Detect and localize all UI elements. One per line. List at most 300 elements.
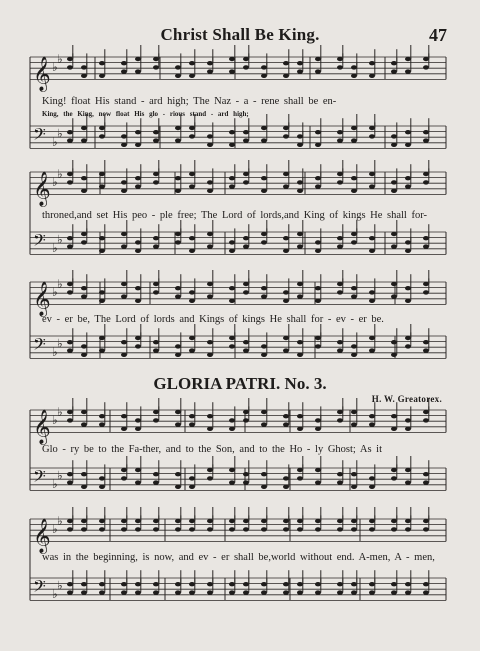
note-head	[207, 143, 213, 147]
note-head	[229, 184, 235, 188]
note-head	[391, 582, 397, 586]
note-head	[369, 299, 375, 303]
note-head	[423, 244, 429, 248]
note-head	[121, 143, 127, 147]
note-head	[391, 282, 397, 286]
note-head	[153, 410, 159, 414]
note-head	[283, 527, 289, 531]
note-head	[337, 57, 343, 61]
note-head	[283, 299, 289, 303]
note-head	[405, 249, 411, 253]
note-head	[207, 180, 213, 184]
bass-staff	[30, 333, 446, 358]
note-head	[81, 582, 87, 586]
note-head	[121, 590, 127, 594]
note-head	[391, 69, 397, 73]
note-head	[261, 353, 267, 357]
note-head	[121, 244, 127, 248]
note-head	[315, 286, 321, 290]
note-head	[67, 180, 73, 184]
note-head	[423, 130, 429, 134]
note-head	[189, 249, 195, 253]
note-head	[229, 427, 235, 431]
note-head	[369, 126, 375, 130]
note-head	[153, 236, 159, 240]
note-head	[261, 410, 267, 414]
note-head	[297, 519, 303, 523]
note-head	[315, 143, 321, 147]
note-head	[351, 138, 357, 142]
note-head	[207, 244, 213, 248]
note-head	[153, 138, 159, 142]
note-head	[153, 590, 159, 594]
bass-clef-icon: 𝄢	[33, 333, 46, 358]
note-head	[243, 244, 249, 248]
note-head	[423, 480, 429, 484]
note-head	[175, 344, 181, 348]
note-head	[391, 340, 397, 344]
note-head	[405, 590, 411, 594]
note-head	[391, 180, 397, 184]
note-head	[153, 244, 159, 248]
note-head	[121, 427, 127, 431]
note-head	[405, 240, 411, 244]
note-head	[337, 244, 343, 248]
note-head	[207, 427, 213, 431]
note-head	[369, 249, 375, 253]
note-head	[243, 57, 249, 61]
note-head	[315, 590, 321, 594]
note-head	[283, 172, 289, 176]
bass-clef-icon: 𝄢	[33, 123, 46, 148]
note-head	[243, 410, 249, 414]
bass-staff	[30, 575, 446, 600]
lyric-line-4: Glo - ry be to the Fa-ther, and to the Son, and to the Ho - ly Ghost; As it	[42, 444, 382, 455]
note-head	[135, 286, 141, 290]
note-head	[351, 527, 357, 531]
note-head	[135, 299, 141, 303]
note-head	[135, 184, 141, 188]
lyric-line-1: King! float His stand - ard high; The Naz - a - rene shall be en-	[42, 96, 337, 107]
note-head	[189, 336, 195, 340]
note-head	[391, 527, 397, 531]
note-head	[135, 418, 141, 422]
note-head	[243, 290, 249, 294]
treble-clef-icon: 𝄞	[33, 518, 51, 554]
note-head	[229, 69, 235, 73]
note-head	[81, 65, 87, 69]
note-head	[67, 582, 73, 586]
note-head	[405, 69, 411, 73]
note-head	[189, 519, 195, 523]
note-head	[121, 353, 127, 357]
note-head	[189, 590, 195, 594]
note-head	[391, 134, 397, 138]
note-head	[315, 240, 321, 244]
note-head	[189, 134, 195, 138]
flat-icon: ♭	[57, 276, 63, 291]
note-head	[351, 519, 357, 523]
note-head	[261, 240, 267, 244]
note-head	[337, 519, 343, 523]
note-head	[315, 176, 321, 180]
treble-staff	[30, 282, 446, 304]
note-head	[207, 468, 213, 472]
note-head	[99, 519, 105, 523]
note-head	[175, 485, 181, 489]
treble-clef-icon: 𝄞	[33, 281, 51, 317]
note-head	[99, 74, 105, 78]
note-head	[351, 590, 357, 594]
note-head	[261, 286, 267, 290]
note-head	[337, 480, 343, 484]
note-head	[243, 138, 249, 142]
flat-icon: ♭	[57, 232, 63, 247]
note-head	[423, 172, 429, 176]
note-head	[207, 582, 213, 586]
lyric-line-3: ev - er be, The Lord of lords and Kings of kings He shall for - ev - er be.	[42, 314, 384, 325]
note-head	[337, 418, 343, 422]
note-head	[81, 519, 87, 523]
note-head	[67, 410, 73, 414]
note-head	[423, 180, 429, 184]
note-head	[153, 57, 159, 61]
note-head	[67, 472, 73, 476]
note-head	[99, 126, 105, 130]
flat-icon: ♭	[57, 578, 63, 593]
note-head	[337, 410, 343, 414]
note-head	[405, 286, 411, 290]
note-head	[121, 180, 127, 184]
lyric-line-5: was in the beginning, is now, and ev - er shall be,world without end. A-men, A - men,	[42, 552, 435, 563]
flat-icon: ♭	[52, 476, 58, 491]
note-head	[405, 527, 411, 531]
note-head	[207, 232, 213, 236]
note-head	[369, 74, 375, 78]
note-head	[153, 480, 159, 484]
note-head	[351, 74, 357, 78]
note-head	[423, 410, 429, 414]
note-head	[337, 138, 343, 142]
note-head	[405, 130, 411, 134]
note-head	[189, 414, 195, 418]
note-head	[283, 134, 289, 138]
note-head	[337, 282, 343, 286]
note-head	[153, 348, 159, 352]
note-head	[405, 176, 411, 180]
note-head	[243, 590, 249, 594]
note-head	[369, 61, 375, 65]
note-head	[391, 427, 397, 431]
note-head	[423, 418, 429, 422]
note-head	[99, 527, 105, 531]
note-head	[315, 418, 321, 422]
note-head	[207, 527, 213, 531]
note-head	[135, 176, 141, 180]
note-head	[99, 249, 105, 253]
note-head	[351, 472, 357, 476]
note-head	[297, 180, 303, 184]
note-head	[261, 344, 267, 348]
note-head	[67, 130, 73, 134]
note-head	[261, 232, 267, 236]
note-head	[315, 130, 321, 134]
note-head	[283, 582, 289, 586]
note-head	[351, 189, 357, 193]
note-head	[121, 134, 127, 138]
note-head	[135, 590, 141, 594]
note-head	[337, 172, 343, 176]
note-head	[297, 244, 303, 248]
note-head	[207, 414, 213, 418]
note-head	[391, 476, 397, 480]
note-head	[67, 519, 73, 523]
note-head	[405, 418, 411, 422]
note-head	[207, 69, 213, 73]
note-head	[175, 590, 181, 594]
note-head	[283, 336, 289, 340]
note-head	[351, 286, 357, 290]
note-head	[261, 294, 267, 298]
note-head	[207, 340, 213, 344]
note-head	[369, 527, 375, 531]
note-head	[207, 519, 213, 523]
note-head	[81, 590, 87, 594]
note-head	[121, 468, 127, 472]
note-head	[283, 414, 289, 418]
note-head	[67, 590, 73, 594]
note-head	[189, 172, 195, 176]
composer-credit: H. W. Greatorex.	[371, 394, 442, 404]
note-head	[243, 480, 249, 484]
note-head	[243, 172, 249, 176]
note-head	[423, 282, 429, 286]
note-head	[243, 527, 249, 531]
note-head	[229, 143, 235, 147]
note-head	[423, 582, 429, 586]
note-head	[369, 422, 375, 426]
note-head	[189, 299, 195, 303]
note-head	[405, 336, 411, 340]
note-head	[369, 184, 375, 188]
note-head	[175, 189, 181, 193]
note-head	[153, 180, 159, 184]
note-head	[189, 527, 195, 531]
note-head	[297, 69, 303, 73]
note-head	[423, 590, 429, 594]
note-head	[153, 582, 159, 586]
bass-clef-icon: 𝄢	[33, 575, 46, 600]
bass-staff	[30, 465, 446, 490]
note-head	[175, 422, 181, 426]
note-head	[175, 126, 181, 130]
note-head	[243, 130, 249, 134]
note-head	[297, 527, 303, 531]
treble-clef-icon: 𝄞	[33, 409, 51, 445]
note-head	[423, 527, 429, 531]
note-head	[423, 472, 429, 476]
note-head	[67, 57, 73, 61]
note-head	[229, 176, 235, 180]
bass-staff	[30, 229, 446, 254]
note-head	[369, 172, 375, 176]
note-head	[315, 468, 321, 472]
note-head	[283, 249, 289, 253]
note-head	[229, 130, 235, 134]
note-head	[369, 348, 375, 352]
note-head	[337, 527, 343, 531]
note-head	[243, 340, 249, 344]
note-head	[283, 422, 289, 426]
note-head	[369, 236, 375, 240]
note-head	[261, 65, 267, 69]
note-head	[283, 126, 289, 130]
flat-icon: ♭	[57, 468, 63, 483]
note-head	[189, 61, 195, 65]
note-head	[99, 476, 105, 480]
note-head	[423, 236, 429, 240]
note-head	[229, 344, 235, 348]
note-head	[153, 65, 159, 69]
note-head	[121, 519, 127, 523]
note-head	[67, 244, 73, 248]
note-head	[337, 582, 343, 586]
flat-icon: ♭	[52, 586, 58, 601]
note-head	[175, 232, 181, 236]
note-head	[337, 130, 343, 134]
flat-icon: ♭	[57, 126, 63, 141]
note-head	[175, 472, 181, 476]
note-head	[153, 290, 159, 294]
flat-icon: ♭	[52, 134, 58, 149]
note-head	[153, 282, 159, 286]
note-head	[99, 590, 105, 594]
note-head	[121, 340, 127, 344]
note-head	[283, 184, 289, 188]
note-head	[337, 340, 343, 344]
note-head	[351, 485, 357, 489]
note-head	[369, 414, 375, 418]
note-head	[243, 472, 249, 476]
note-head	[337, 236, 343, 240]
treble-clef-icon: 𝄞	[33, 56, 51, 92]
note-head	[153, 172, 159, 176]
note-head	[351, 582, 357, 586]
note-head	[153, 340, 159, 344]
gloria-title: GLORIA PATRI. No. 3.	[153, 374, 327, 393]
note-head	[297, 134, 303, 138]
note-head	[351, 353, 357, 357]
note-head	[229, 336, 235, 340]
note-head	[297, 414, 303, 418]
note-head	[99, 485, 105, 489]
note-head	[297, 590, 303, 594]
note-head	[337, 590, 343, 594]
flat-icon: ♭	[57, 336, 63, 351]
note-head	[315, 427, 321, 431]
note-head	[391, 232, 397, 236]
note-head	[207, 134, 213, 138]
note-head	[297, 294, 303, 298]
note-head	[391, 590, 397, 594]
note-head	[135, 249, 141, 253]
note-head	[81, 344, 87, 348]
note-head	[369, 519, 375, 523]
note-head	[369, 590, 375, 594]
note-head	[81, 232, 87, 236]
note-head	[315, 582, 321, 586]
note-head	[189, 582, 195, 586]
note-head	[229, 582, 235, 586]
note-head	[405, 143, 411, 147]
note-head	[315, 336, 321, 340]
note-head	[121, 527, 127, 531]
note-head	[243, 418, 249, 422]
note-head	[283, 236, 289, 240]
note-head	[351, 422, 357, 426]
note-head	[81, 527, 87, 531]
note-head	[81, 410, 87, 414]
note-head	[153, 472, 159, 476]
note-head	[297, 427, 303, 431]
note-head	[261, 176, 267, 180]
note-head	[337, 348, 343, 352]
note-head	[229, 418, 235, 422]
note-head	[81, 240, 87, 244]
note-head	[391, 519, 397, 523]
flat-icon: ♭	[57, 51, 63, 66]
note-head	[315, 344, 321, 348]
note-head	[175, 65, 181, 69]
note-head	[391, 353, 397, 357]
flat-icon: ♭	[52, 413, 58, 428]
note-head	[351, 65, 357, 69]
note-head	[189, 422, 195, 426]
note-head	[175, 582, 181, 586]
note-head	[369, 476, 375, 480]
note-head	[175, 176, 181, 180]
note-head	[423, 340, 429, 344]
note-head	[261, 485, 267, 489]
note-head	[153, 519, 159, 523]
note-head	[283, 485, 289, 489]
note-head	[261, 519, 267, 523]
note-head	[99, 336, 105, 340]
flat-icon: ♭	[52, 285, 58, 300]
note-head	[189, 74, 195, 78]
note-head	[135, 143, 141, 147]
note-head	[189, 126, 195, 130]
note-head	[391, 61, 397, 65]
note-head	[423, 65, 429, 69]
note-head	[67, 340, 73, 344]
note-head	[67, 527, 73, 531]
treble-staff	[30, 57, 446, 79]
lyric-line-2: throned,and set His peo - ple free; The Lord of lords,and King of kings He shall for-	[42, 210, 428, 221]
note-head	[189, 290, 195, 294]
note-head	[337, 65, 343, 69]
treble-staff	[30, 410, 446, 432]
note-head	[423, 57, 429, 61]
note-head	[297, 61, 303, 65]
note-head	[81, 286, 87, 290]
note-head	[297, 232, 303, 236]
note-head	[315, 299, 321, 303]
note-head	[135, 582, 141, 586]
note-head	[297, 353, 303, 357]
note-head	[405, 582, 411, 586]
note-head	[121, 232, 127, 236]
